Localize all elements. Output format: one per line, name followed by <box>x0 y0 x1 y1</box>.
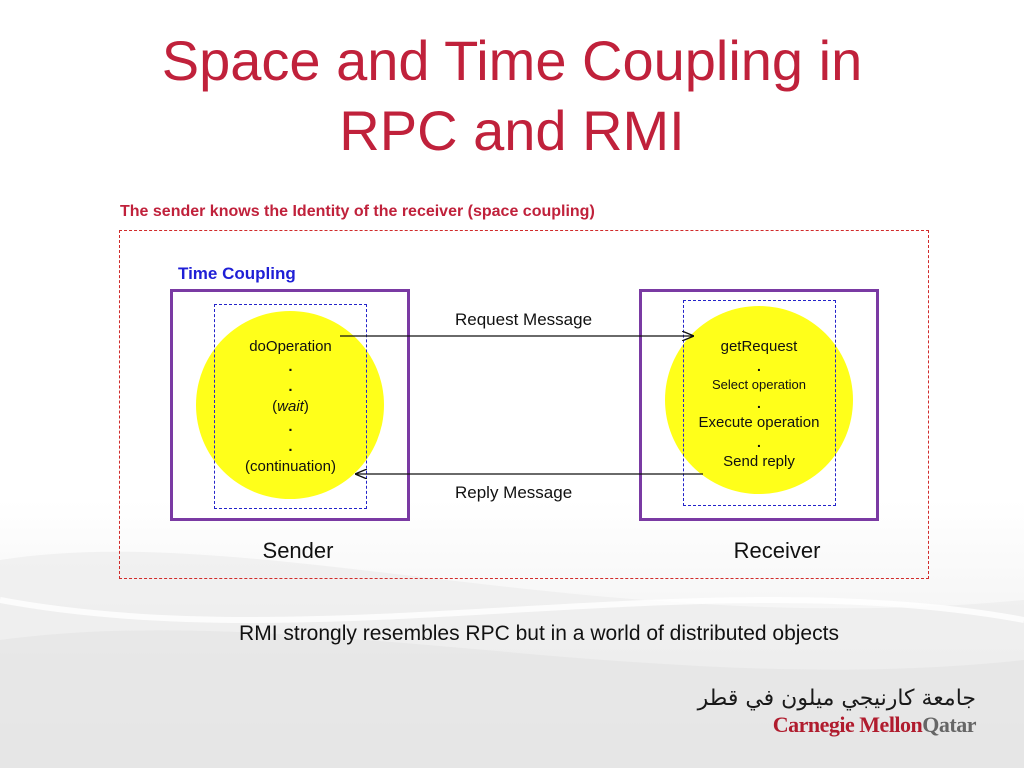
logo-arabic-text: جامعة كارنيجي ميلون في قطر <box>697 686 976 711</box>
wait-open-paren: ( <box>272 398 278 415</box>
receiver-steps <box>679 337 839 472</box>
receiver-dot-3: . <box>757 434 761 450</box>
logo-carnegie-mellon: Carnegie Mellon <box>772 712 923 737</box>
select-operation-label: Select operation <box>712 377 806 392</box>
execute-operation-label: Execute operation <box>698 414 820 431</box>
space-coupling-label: The sender knows the Identity of the receiver (space coupling) <box>120 203 595 220</box>
do-operation-label: doOperation <box>249 338 332 355</box>
get-request-label: getRequest <box>720 338 798 355</box>
receiver-label: Receiver <box>733 538 821 563</box>
caption: RMI strongly resembles RPC but in a world of distributed objects <box>239 622 839 645</box>
time-coupling-label: Time Coupling <box>178 264 296 283</box>
sender-dot-3: . <box>288 418 293 435</box>
wait-text: wait <box>277 398 304 415</box>
continuation-label: (continuation) <box>245 458 336 475</box>
sender-dot-4: . <box>288 438 293 455</box>
logo-english-text <box>773 712 976 738</box>
wait-label <box>214 397 367 417</box>
request-message-label: Request Message <box>455 310 593 329</box>
sender-steps <box>214 337 367 477</box>
title-line-2: RPC and RMI <box>339 99 685 162</box>
sender-dot-1: . <box>288 358 293 375</box>
sender-dot-2: . <box>288 378 293 395</box>
cmu-qatar-logo <box>697 686 976 740</box>
sender-label: Sender <box>262 538 334 563</box>
wait-close-paren: ) <box>303 398 309 415</box>
send-reply-label: Send reply <box>723 453 795 470</box>
receiver-dot-2: . <box>757 395 761 411</box>
slide-title <box>0 26 1024 166</box>
logo-qatar: Qatar <box>922 712 976 737</box>
reply-message-label: Reply Message <box>455 483 573 502</box>
title-line-1: Space and Time Coupling in <box>161 29 863 92</box>
receiver-dot-1: . <box>757 358 761 374</box>
